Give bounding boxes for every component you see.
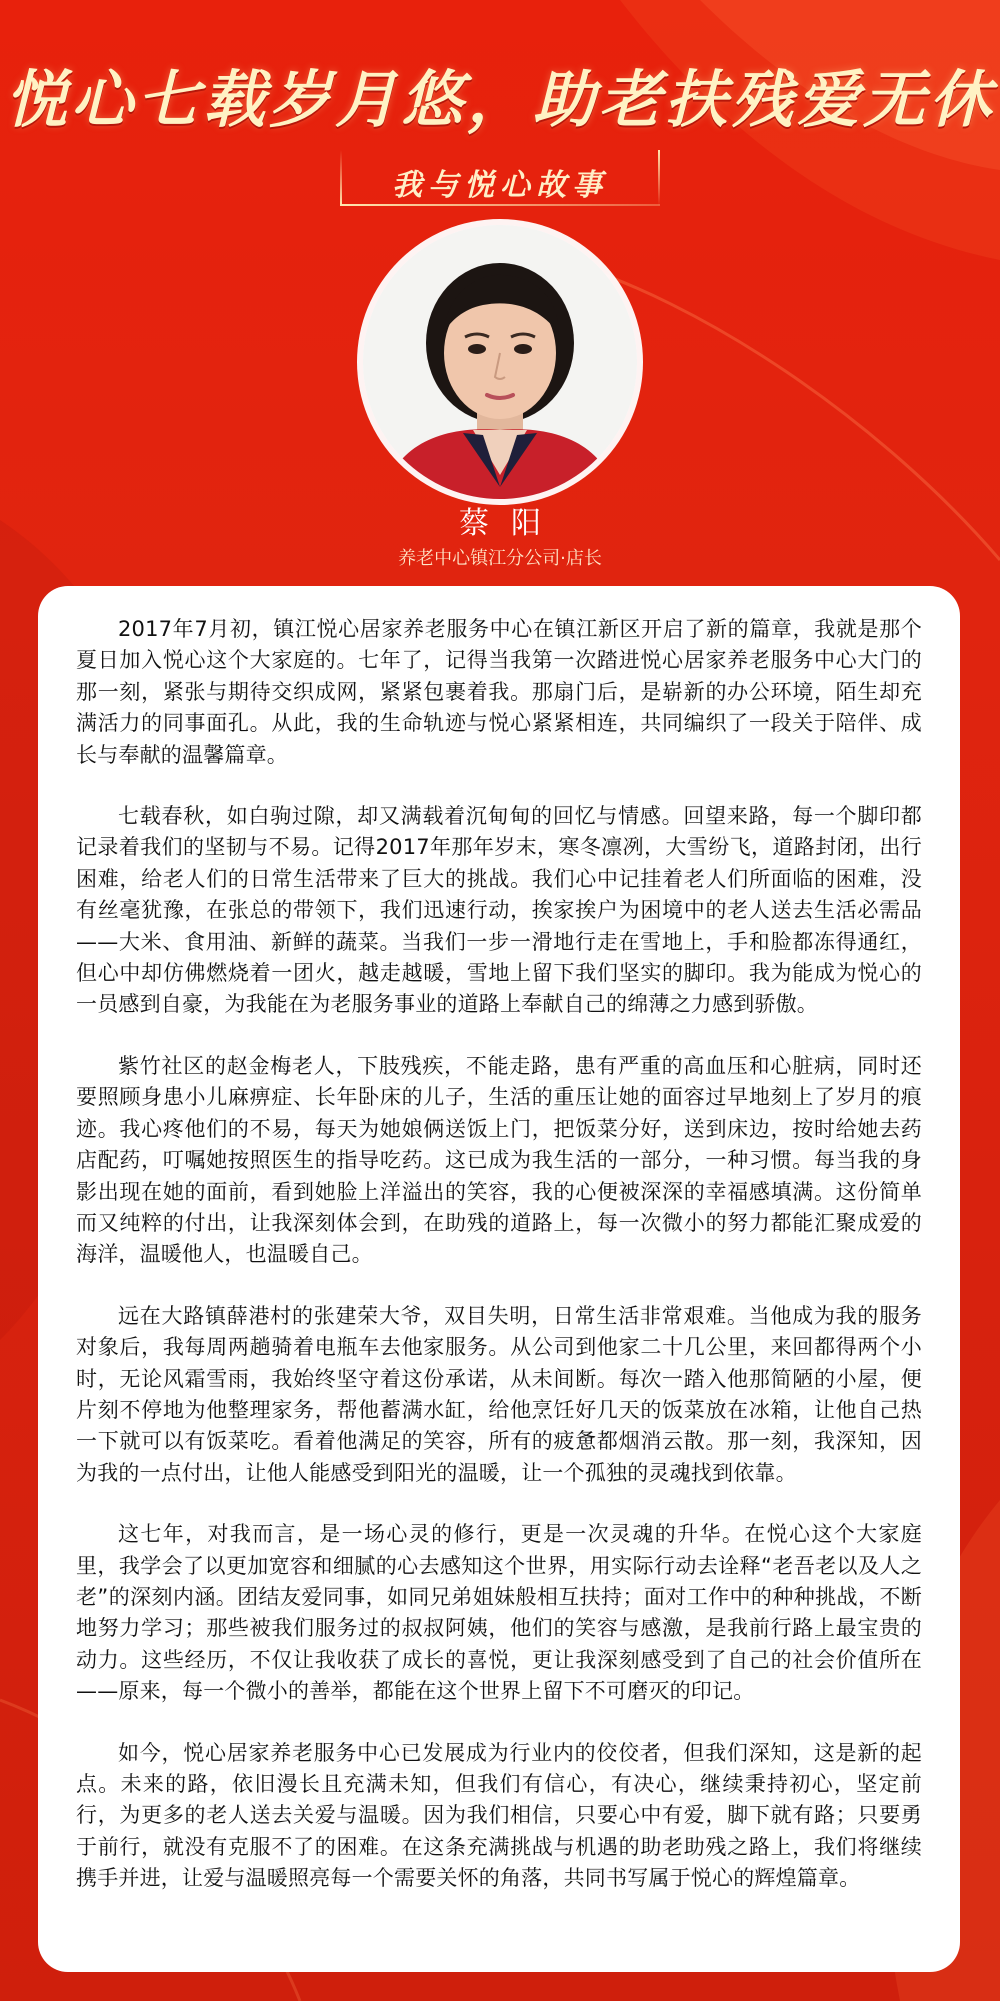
main-title: 悦心七载岁月悠，助老扶残爱无休 xyxy=(4,63,995,136)
subtitle: 我与悦心故事 xyxy=(392,168,608,203)
avatar xyxy=(363,225,637,499)
story-paragraph: 七载春秋，如白驹过隙，却又满载着沉甸甸的回忆与情感。回望来路，每一个脚印都记录着我们的坚韧与不易。记得2017年那年岁末，寒冬凛冽，大雪纷飞，道路封闭，出行困难，给老人们的日常生活带来了巨大的挑战。我们心中记挂着老人们所面临的困难，没有丝毫犹豫，在张总的带领下，我们迅速行动，挨家挨户为困境中的老人送去生活必需品——大米、食用油、新鲜的蔬菜。当我们一步一滑地行走在雪地上，手和脸都冻得通红，但心中却仿佛燃烧着一团火，越走越暖，雪地上留下我们坚实的脚印。我为能成为悦心的一员感到自豪，为我能在为老服务事业的道路上奉献自己的绵薄之力感到骄傲。 xyxy=(76,804,922,1017)
person-role: 养老中心镇江分公司·店长 xyxy=(398,548,602,569)
story-paragraph: 如今，悦心居家养老服务中心已发展成为行业内的佼佼者，但我们深知，这是新的起点。未来的路，依旧漫长且充满未知，但我们有信心，有决心，继续秉持初心，坚定前行，为更多的老人送去关爱与温暖。因为我们相信，只要心中有爱，脚下就有路；只要勇于前行，就没有克服不了的困难。在这条充满挑战与机遇的助老助残之路上，我们将继续携手并进，让爱与温暖照亮每一个需要关怀的角落，共同书写属于悦心的辉煌篇章。 xyxy=(76,1740,922,1891)
story-paragraph: 这七年，对我而言，是一场心灵的修行，更是一次灵魂的升华。在悦心这个大家庭里，我学会了以更加宽容和细腻的心去感知这个世界，用实际行动去诠释“老吾老以及人之老”的深刻内涵。团结友爱同事，如同兄弟姐妹般相互扶持；面对工作中的种种挑战，不断地努力学习；那些被我们服务过的叔叔阿姨，他们的笑容与感激，是我前行路上最宝贵的动力。这些经历，不仅让我收获了成长的喜悦，更让我深刻感受到了自己的社会价值所在——原来，每一个微小的善举，都能在这个世界上留下不可磨灭的印记。 xyxy=(76,1522,922,1704)
story-paragraph: 紫竹社区的赵金梅老人，下肢残疾，不能走路，患有严重的高血压和心脏病，同时还要照顾身患小儿麻痹症、长年卧床的儿子，生活的重压让她的面容过早地刻上了岁月的痕迹。我心疼他们的不易，每天为她娘俩送饭上门，把饭菜分好，送到床边，按时给她去药店配药，叮嘱她按照医生的指导吃药。这已成为我生活的一部分，一种习惯。每当我的身影出现在她的面前，看到她脸上洋溢出的笑容，我的心便被深深的幸福感填满。这份简单而又纯粹的付出，让我深刻体会到，在助残的道路上，每一次微小的努力都能汇聚成爱的海洋，温暖他人，也温暖自己。 xyxy=(76,1053,922,1267)
person-name: 蔡阳 xyxy=(459,506,563,541)
subtitle-underline xyxy=(340,204,660,206)
portrait-image xyxy=(363,225,637,499)
story-card xyxy=(38,586,960,1972)
story-paragraph: 2017年7月初，镇江悦心居家养老服务中心在镇江新区开启了新的篇章，我就是那个夏日加入悦心这个大家庭的。七年了，记得当我第一次踏进悦心居家养老服务中心大门的那一刻，紧张与期待交织成网，紧紧包裹着我。那扇门后，是崭新的办公环境，陌生却充满活力的同事面孔。从此，我的生命轨迹与悦心紧紧相连，共同编织了一段关于陪伴、成长与奉献的温馨篇章。 xyxy=(76,617,922,767)
story-paragraph: 远在大路镇薛港村的张建荣大爷，双目失明，日常生活非常艰难。当他成为我的服务对象后，我每周两趟骑着电瓶车去他家服务。从公司到他家二十几公里，来回都得两个小时，无论风霜雪雨，我始终坚守着这份承诺，从未间断。每次一踏入他那简陋的小屋，便片刻不停地为他整理家务，帮他蓄满水缸，给他烹饪好几天的饭菜放在冰箱，让他自己热一下就可以有饭菜吃。看着他满足的笑容，所有的疲惫都烟消云散。那一刻，我深知，因为我的一点付出，让他人能感受到阳光的温暖，让一个孤独的灵魂找到依靠。 xyxy=(76,1303,922,1485)
subtitle-frame xyxy=(340,150,660,210)
